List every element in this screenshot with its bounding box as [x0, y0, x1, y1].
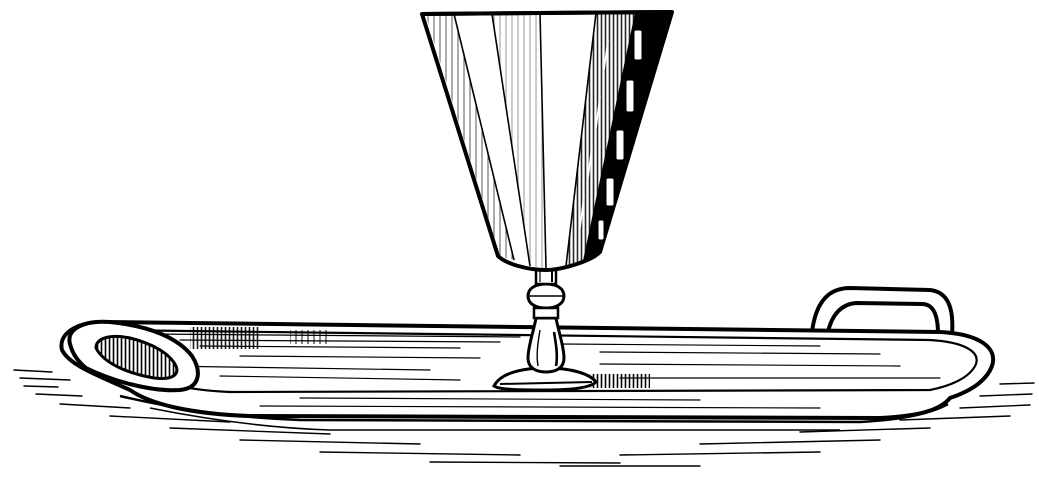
tray-right-handle	[812, 288, 952, 334]
goblet-bowl	[422, 12, 672, 270]
